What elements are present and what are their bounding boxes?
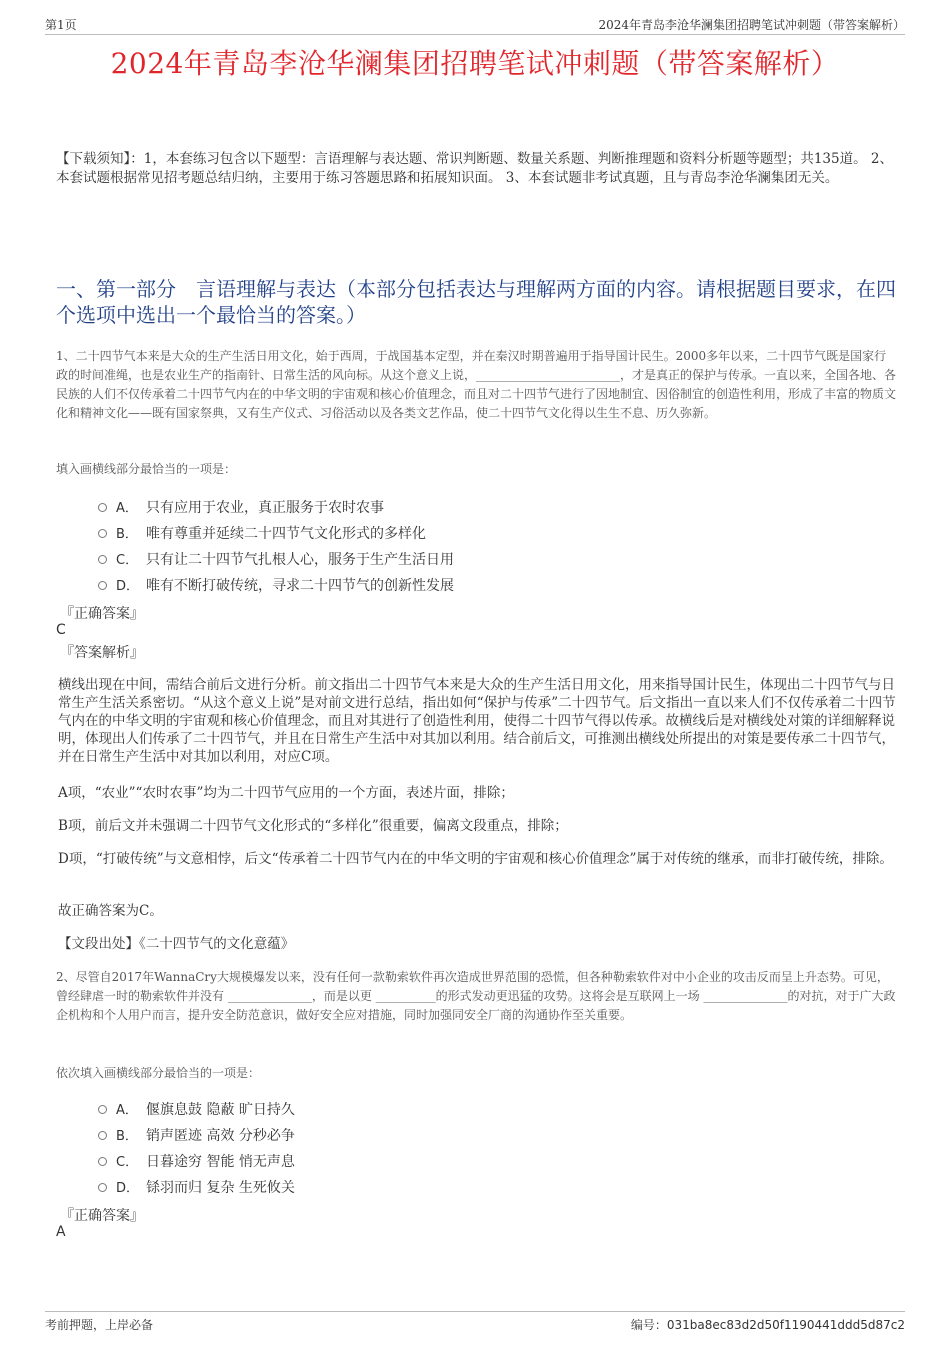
question-2-option-c[interactable]: C． 日暮途穷 智能 悄无声息	[98, 1151, 295, 1171]
question-1-prompt: 填入画横线部分最恰当的一项是：	[56, 462, 237, 476]
question-1-source: 【文段出处】《二十四节气的文化意蕴》	[58, 936, 295, 952]
question-2-answer: A	[56, 1224, 66, 1240]
question-1-option-d[interactable]: D． 唯有不断打破传统，寻求二十四节气的创新性发展	[98, 575, 454, 595]
question-1-analysis-label: 『答案解析』	[60, 645, 144, 661]
radio-icon[interactable]	[98, 503, 107, 512]
question-2-prompt: 依次填入画横线部分最恰当的一项是：	[56, 1066, 261, 1080]
page-footer	[45, 1311, 905, 1332]
footer-code-value: 031ba8ec83d2d50f1190441ddd5d87c2	[666, 1318, 905, 1332]
question-1-analysis-main: 横线出现在中间，需结合前后文进行分析。前文指出二十四节气本来是大众的生产生活日用文化，用来指导国计民生，体现出二十四节气与日常生产生活关系密切。“从这个意义上说”是对前文进行总结，指出如何“保护与传承”二十四节气。后文指出一直以来人们不仅传承着二十四节气内在的中华文明的宇宙观和核心价值理念，而且对其进行了创造性利用，使得二十四节气得以传承。故横线后是对横线处对策的详细解释说明，体现出人们传承了二十四节气，并且在日常生产生活中对其加以利用。结合前后文，可推测出横线处所提出的对策是要传承二十四节气，并在日常生产生活中对其加以利用，对应C项。	[58, 677, 896, 765]
section-heading: 一、第一部分 言语理解与表达（本部分包括表达与理解两方面的内容。请根据题目要求，在四个选项中选出一个最恰当的答案。）	[56, 277, 896, 327]
footer-code	[631, 1316, 905, 1333]
question-1-stem: 1、二十四节气本来是大众的生产生活日用文化，始于西周，于战国基本定型，并在秦汉时期普遍用于指导国计民生。2000多年以来，二十四节气既是国家行政的时间准绳，也是农业生产的指南针、日常生活的风向标。从这个意义上说，________________________，才是真正的保护与传承。一直以来，全国各地、各民族的人们不仅传承着二十四节气内在的中华文明的宇宙观和核心价值理念，而且对二十四节气进行了因地制宜、因俗制宜的创造性利用，形成了丰富的物质文化和精神文化——既有国家祭典，又有生产仪式、习俗活动以及各类文艺作品，使二十四节气文化得以生生不息、历久弥新。	[56, 349, 897, 420]
footer-code-label: 编号：	[630, 1318, 667, 1332]
question-1-option-a[interactable]: A． 只有应用于农业，真正服务于农时农事	[98, 497, 384, 517]
header-doc-title: 2024年青岛李沧华澜集团招聘笔试冲刺题（带答案解析）	[598, 18, 905, 32]
question-1-answer-label: 『正确答案』	[60, 606, 144, 622]
radio-icon[interactable]	[98, 1131, 107, 1140]
radio-icon[interactable]	[98, 1183, 107, 1192]
footer-slogan: 考前押题，上岸必备	[45, 1318, 154, 1332]
question-1-option-c[interactable]: C． 只有让二十四节气扎根人心，服务于生产生活日用	[98, 549, 454, 569]
radio-icon[interactable]	[98, 529, 107, 538]
download-notice: 【下载须知】：1，本套练习包含以下题型：言语理解与表达题、常识判断题、数量关系题、判断推理题和资料分析题等题型；共135道。 2、本套试题根据常见招考题总结归纳，主要用于练习答题思路和拓展知识面。 3、本套试题非考试真题，且与青岛李沧华澜集团无关。	[56, 151, 893, 186]
radio-icon[interactable]	[98, 1157, 107, 1166]
page-header	[45, 14, 905, 35]
question-2-option-a[interactable]: A． 偃旗息鼓 隐蔽 旷日持久	[98, 1099, 295, 1119]
question-1-analysis-a: A项，“农业”“农时农事”均为二十四节气应用的一个方面，表述片面，排除；	[58, 785, 514, 801]
question-1-analysis-conclusion: 故正确答案为C。	[58, 903, 163, 919]
question-2-stem: 2、尽管自2017年WannaCry大规模爆发以来，没有任何一款勒索软件再次造成世界范围的恐慌，但各种勒索软件对中小企业的攻击反而呈上升态势。可见，曾经肆虐一时的勒索软件并没有 ______________，而是以更 __________的形式发动更迅猛的攻势。这将会是互联网上一场 ______________的对抗，对于广大政企机构和个人用户而言，提升安全防范意识，做好安全应对措施，同时加强同安全厂商的沟通协作至关重要。	[56, 970, 896, 1022]
question-2-answer-label: 『正确答案』	[60, 1208, 144, 1224]
radio-icon[interactable]	[98, 1105, 107, 1114]
page-number: 第1页	[45, 18, 77, 32]
question-1-analysis-d: D项，“打破传统”与文意相悖，后文“传承着二十四节气内在的中华文明的宇宙观和核心价值理念”属于对传统的继承，而非打破传统，排除。	[58, 851, 893, 867]
question-2-option-b[interactable]: B． 销声匿迹 高效 分秒必争	[98, 1125, 295, 1145]
question-1-analysis-b: B项，前后文并未强调二十四节气文化形式的“多样化”很重要，偏离文段重点，排除；	[58, 818, 568, 834]
document-title: 2024年青岛李沧华澜集团招聘笔试冲刺题（带答案解析）	[110, 47, 840, 80]
question-2-option-d[interactable]: D． 铩羽而归 复杂 生死攸关	[98, 1177, 295, 1197]
radio-icon[interactable]	[98, 555, 107, 564]
question-1-option-b[interactable]: B． 唯有尊重并延续二十四节气文化形式的多样化	[98, 523, 426, 543]
radio-icon[interactable]	[98, 581, 107, 590]
question-1-answer: C	[56, 622, 66, 638]
